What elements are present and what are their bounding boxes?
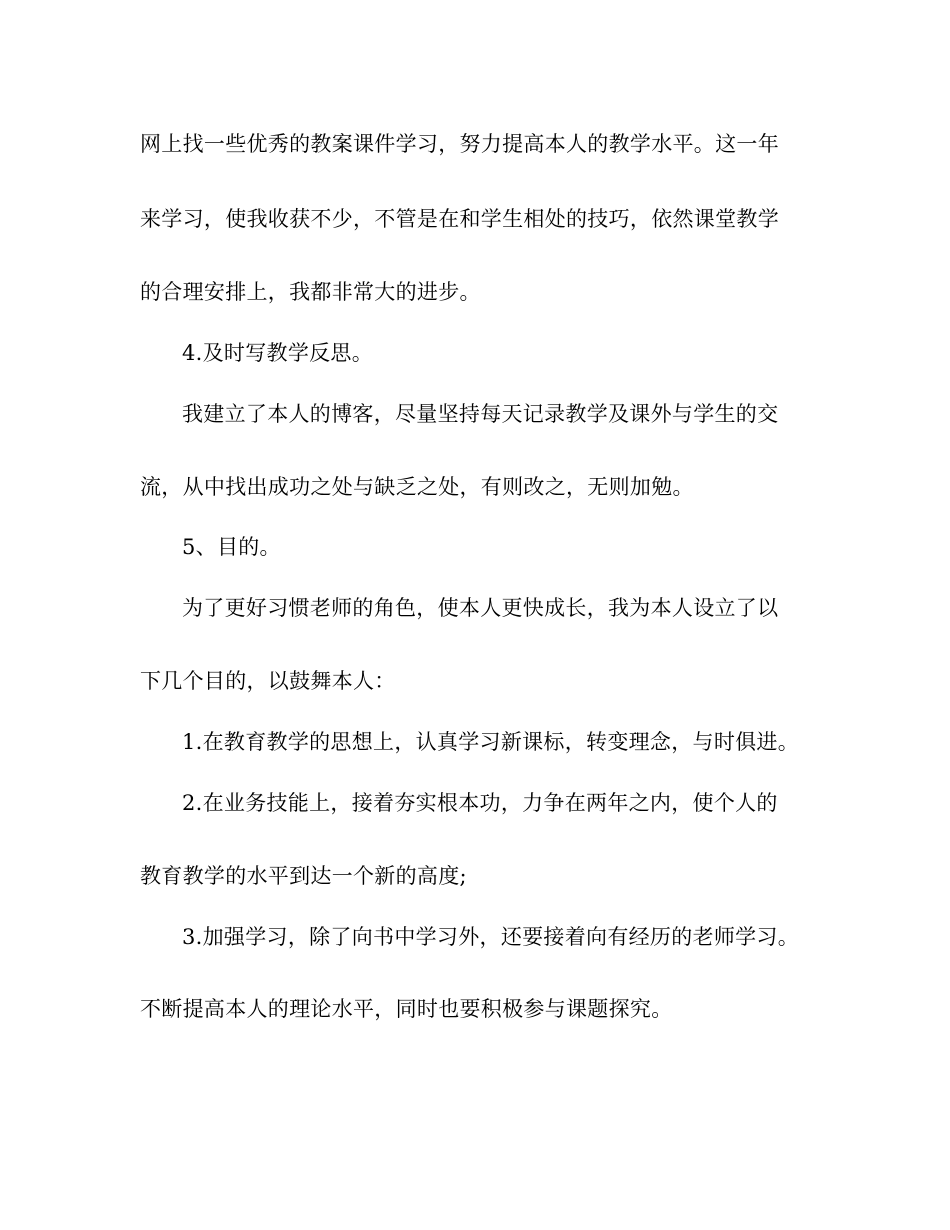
paragraph-start: 我建立了本人的博客，尽量坚持每天记录教学及课外与学生的交: [182, 402, 779, 426]
text-line: 网上找一些优秀的教案课件学习，努力提高本人的教学水平。这一年: [140, 132, 779, 156]
list-item: 3.加强学习，除了向书中学习外，还要接着向有经历的老师学习。: [182, 925, 800, 949]
text-line: 不断提高本人的理论水平，同时也要积极参与课题探究。: [140, 997, 673, 1021]
list-item-heading: 4.及时写教学反思。: [182, 341, 374, 365]
text-line: 流，从中找出成功之处与缺乏之处，有则改之，无则加勉。: [140, 475, 694, 499]
section-heading: 5、目的。: [182, 535, 281, 559]
text-line: 的合理安排上，我都非常大的进步。: [140, 280, 481, 304]
text-line: 教育教学的水平到达一个新的高度;: [140, 864, 467, 888]
paragraph-start: 为了更好习惯老师的角色，使本人更快成长，我为本人设立了以: [182, 596, 779, 620]
text-line: 下几个目的，以鼓舞本人：: [140, 669, 396, 693]
list-item: 1.在教育教学的思想上，认真学习新课标，转变理念，与时俱进。: [182, 730, 800, 754]
text-line: 来学习，使我收获不少，不管是在和学生相处的技巧，依然课堂教学: [140, 207, 779, 231]
list-item: 2.在业务技能上，接着夯实根本功，力争在两年之内，使个人的: [182, 791, 778, 815]
